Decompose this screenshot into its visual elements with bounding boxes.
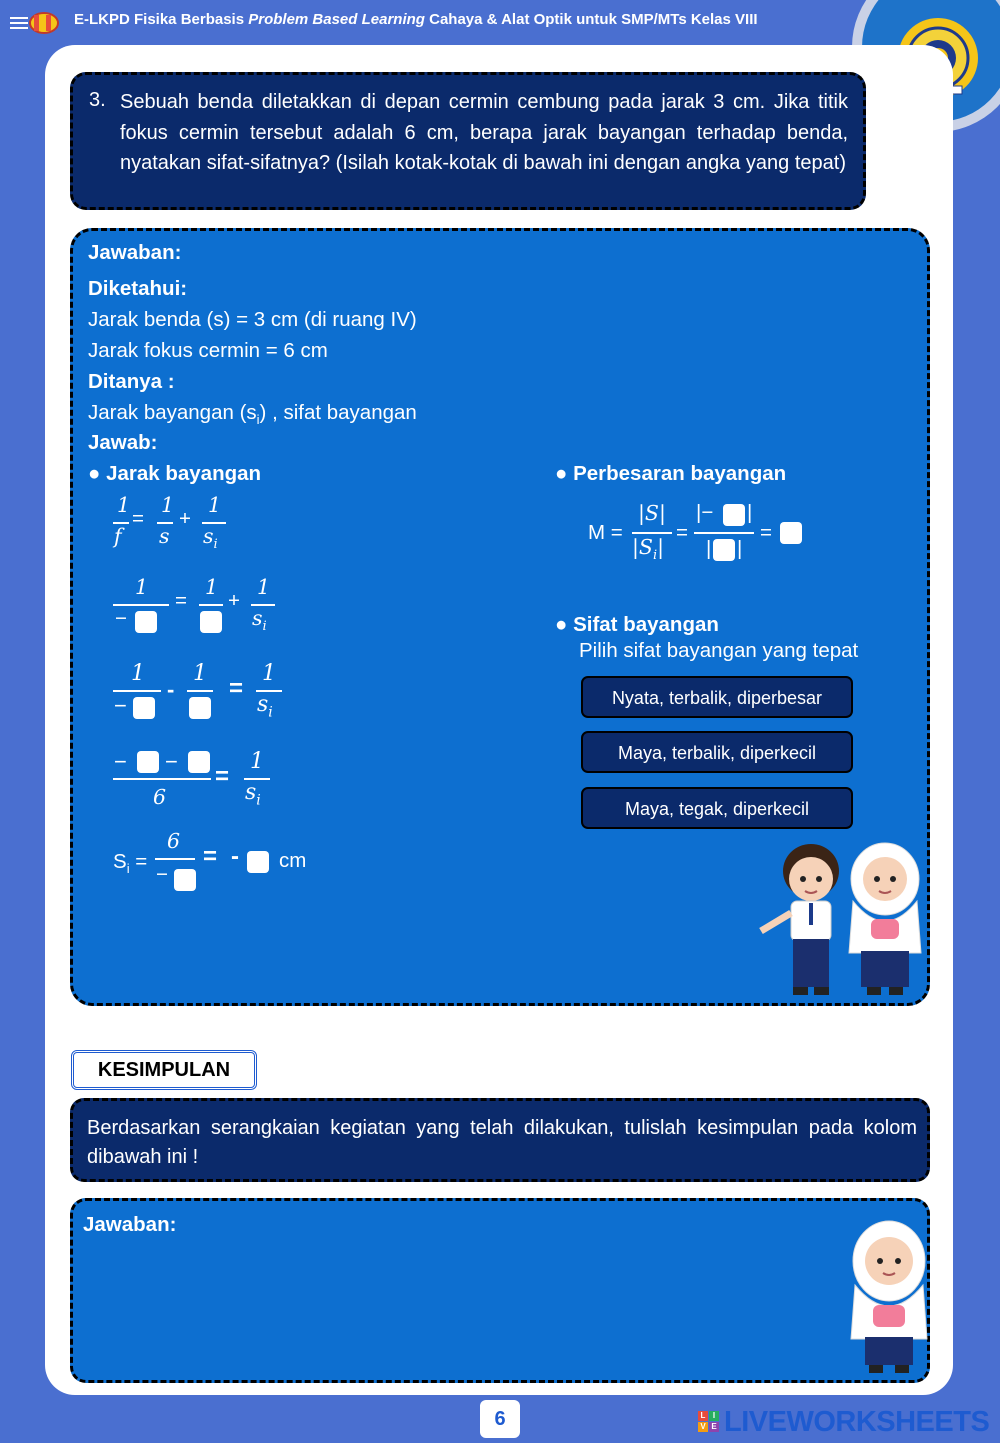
conclusion-answer-box[interactable] [70, 1198, 930, 1383]
solve-label: Jawab: [88, 431, 158, 454]
student-boy-icon [761, 844, 839, 995]
student-girl-icon [849, 1217, 929, 1379]
option-virtual-inverted-reduced[interactable]: Maya, terbalik, diperkecil [581, 731, 853, 773]
question-number: 3. [89, 89, 106, 111]
blank-box[interactable] [174, 869, 196, 891]
header-title: E-LKPD Fisika Berbasis Problem Based Learning Cahaya & Alat Optik untuk SMP/MTs Kelas VIII [74, 11, 758, 28]
question-text: Sebuah benda diletakkan di depan cermin cembung pada jarak 3 cm. Jika titik fokus cermin tersebut adalah 6 cm, berapa jarak bayangan terhadap benda, nyatakan sifat-sifatnya? (Isilah kotak-kotak di bawah ini dengan angka yang tepat) [120, 91, 848, 174]
blank-box[interactable] [780, 522, 802, 544]
blank-box[interactable] [188, 751, 210, 773]
conclusion-instruction-box [70, 1098, 930, 1182]
option-virtual-upright-reduced[interactable]: Maya, tegak, diperkecil [581, 787, 853, 829]
student-characters [753, 841, 928, 1001]
question-box [70, 72, 866, 210]
conclusion-instruction: Berdasarkan serangkaian kegiatan yang telah dilakukan, tulislah kesimpulan pada kolom dibawah ini ! [87, 1117, 917, 1168]
conclusion-answer-label: Jawaban: [83, 1213, 177, 1236]
option-real-inverted-enlarged[interactable]: Nyata, terbalik, diperbesar [581, 676, 853, 718]
blank-box[interactable] [713, 539, 735, 561]
conclusion-tab: KESIMPULAN [71, 1050, 257, 1090]
answer-box: Jawaban: Diketahui: Jarak benda (s) = 3 cm (di ruang IV) Jarak fokus cermin = 6 cm Ditanya : Jarak bayangan $(s_i)$ , sifat bayangan Jawab: ● Jarak bayangan 1 f = 1 s + 1 $s_i$ 1 − = 1 + 1 $s_i$ 1 − - 1 = 1 $s_i$ − − 6 = 1 $s_i$ $S_i$ = 6 − = - cm ● Perbesaran bayangan M = |S| $|S_i|$ = |− | | | = ● Sifat bayangan Pilih sifat bayangan yang tepat Nyata, terbalik, diperbesar Maya, terbalik, diperkecil Maya, tegak, diperkecil [70, 228, 930, 1006]
blank-box[interactable] [135, 611, 157, 633]
student-girl-icon [849, 843, 921, 995]
rocket-icon [10, 12, 66, 34]
blank-box[interactable] [247, 851, 269, 873]
known-focal-distance: Jarak fokus cermin = 6 cm [88, 339, 328, 362]
known-label: Diketahui: [88, 277, 188, 300]
image-distance-heading: ● Jarak bayangan [88, 462, 262, 485]
page-number: 6 [480, 1400, 520, 1438]
blank-box[interactable] [200, 611, 222, 633]
magnification-heading: ● Perbesaran bayangan [555, 462, 787, 485]
liveworksheets-logo-icon: L I V E [698, 1411, 720, 1433]
blank-box[interactable] [133, 697, 155, 719]
answer-heading: Jawaban: [88, 241, 182, 264]
blank-box[interactable] [189, 697, 211, 719]
asked-label: Ditanya : [88, 370, 175, 393]
header-bar [0, 0, 1000, 40]
asked-text: Jarak bayangan $(s_i)$ , sifat bayangan [88, 401, 417, 428]
liveworksheets-text: LIVEWORKSHEETS [724, 1406, 990, 1438]
image-properties-heading: ● Sifat bayangan [555, 613, 719, 636]
blank-box[interactable] [723, 504, 745, 526]
blank-box[interactable] [137, 751, 159, 773]
choose-hint: Pilih sifat bayangan yang tepat [579, 639, 859, 662]
known-object-distance: Jarak benda (s) = 3 cm (di ruang IV) [88, 308, 417, 331]
